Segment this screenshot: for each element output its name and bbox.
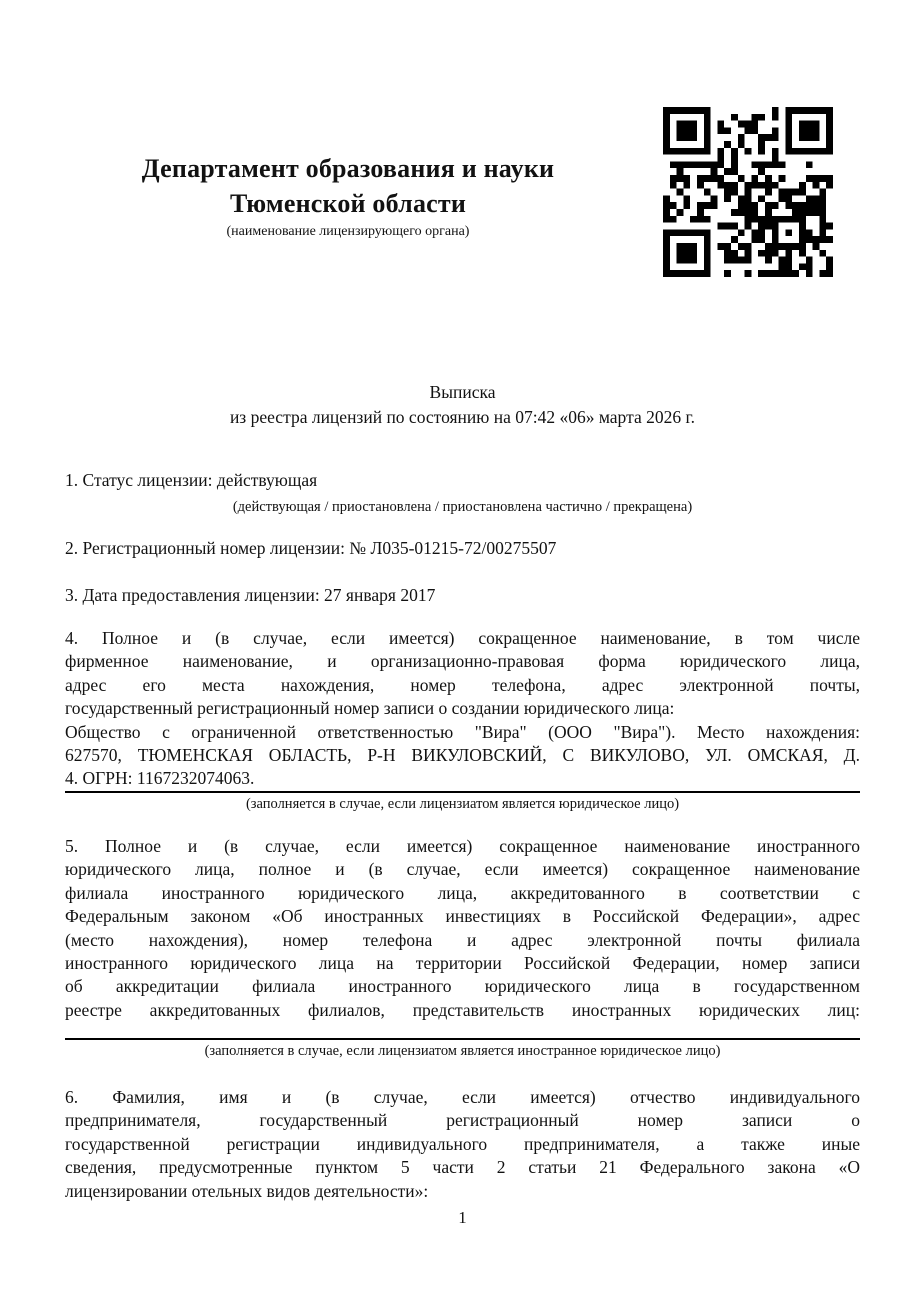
paragraph-line: (место нахождения), номер телефона и адрес электронной почты филиала — [65, 929, 860, 950]
paragraph-line: сведения, предусмотренные пунктом 5 части 2 статьи 21 Федерального закона «О — [65, 1157, 860, 1178]
paragraph-line: об аккредитации филиала иностранного юридического лица в государственном — [65, 976, 860, 997]
paragraph-line: лицензировании отельных видов деятельности»: — [65, 1180, 429, 1201]
paragraph-line: адрес его места нахождения, номер телефона, адрес электронной почты, — [65, 674, 860, 695]
registration-number-line: 2. Регистрационный номер лицензии: № Л035-01215-72/00275507 — [65, 538, 557, 558]
qr-code-icon — [663, 106, 833, 278]
document-title-line1: Выписка — [429, 382, 496, 402]
paragraph-line: государственной регистрации индивидуального предпринимателя, а также иные — [65, 1133, 860, 1154]
foreign-entity-caption: (заполняется в случае, если лицензиатом является иностранное юридическое лицо) — [204, 1043, 721, 1059]
paragraph-line: 4. Полное и (в случае, если имеется) сокращенное наименование, в том числе — [65, 628, 860, 648]
authority-name-line2: Тюменской области — [229, 189, 467, 218]
paragraph-line: юридического лица, полное и (в случае, если имеется) сокращенное наименование — [65, 859, 860, 880]
license-grant-date-line: 3. Дата предоставления лицензии: 27 января 2017 — [65, 585, 436, 605]
paragraph-line: фирменное наименование, и организационно-правовая форма юридического лица, — [65, 651, 860, 672]
authority-name-line1: Департамент образования и науки — [141, 154, 555, 183]
paragraph-line: Федеральным законом «Об иностранных инвестициях в Российской Федерации», адрес — [65, 906, 860, 927]
paragraph-line: Общество с ограниченной ответственностью "Вира" (ООО "Вира"). Место нахождения: — [65, 721, 860, 742]
license-status-line: 1. Статус лицензии: действующая — [65, 470, 318, 490]
paragraph-line: государственный регистрационный номер записи о создании юридического лица: — [65, 698, 675, 719]
paragraph-line: предпринимателя, государственный регистрационный номер записи о — [65, 1110, 860, 1131]
paragraph-line: филиала иностранного юридического лица, аккредитованного в соответствии с — [65, 882, 860, 903]
paragraph-line: 5. Полное и (в случае, если имеется) сокращенное наименование иностранного — [65, 836, 860, 856]
authority-name-caption: (наименование лицензирующего органа) — [226, 224, 470, 239]
paragraph-line: 627570, ТЮМЕНСКАЯ ОБЛАСТЬ, Р-Н ВИКУЛОВСКИЙ, С ВИКУЛОВО, УЛ. ОМСКАЯ, Д. — [65, 745, 860, 766]
paragraph-line: иностранного юридического лица на территории Российской Федерации, номер записи — [65, 953, 860, 974]
legal-entity-paragraph — [65, 627, 860, 791]
document-title — [65, 380, 860, 430]
legal-entity-caption: (заполняется в случае, если лицензиатом является юридическое лицо) — [245, 796, 680, 812]
license-status-caption: (действующая / приостановлена / приостановлена частично / прекращена) — [232, 499, 693, 515]
document-title-line2: из реестра лицензий по состоянию на 07:42 «06» марта 2026 г. — [229, 407, 696, 427]
page-number: 1 — [458, 1208, 467, 1227]
licensing-authority-name — [60, 151, 636, 221]
paragraph-line: 6. Фамилия, имя и (в случае, если имеется) отчество индивидуального — [65, 1087, 860, 1107]
paragraph-line: 4. ОГРН: 1167232074063. — [65, 768, 255, 789]
foreign-entity-paragraph — [65, 835, 860, 1022]
legal-entity-fill-rule — [65, 791, 860, 793]
foreign-entity-fill-rule — [65, 1038, 860, 1040]
individual-entrepreneur-paragraph — [65, 1086, 860, 1203]
paragraph-line: реестре аккредитованных филиалов, представительств иностранных юридических лиц: — [65, 999, 860, 1020]
